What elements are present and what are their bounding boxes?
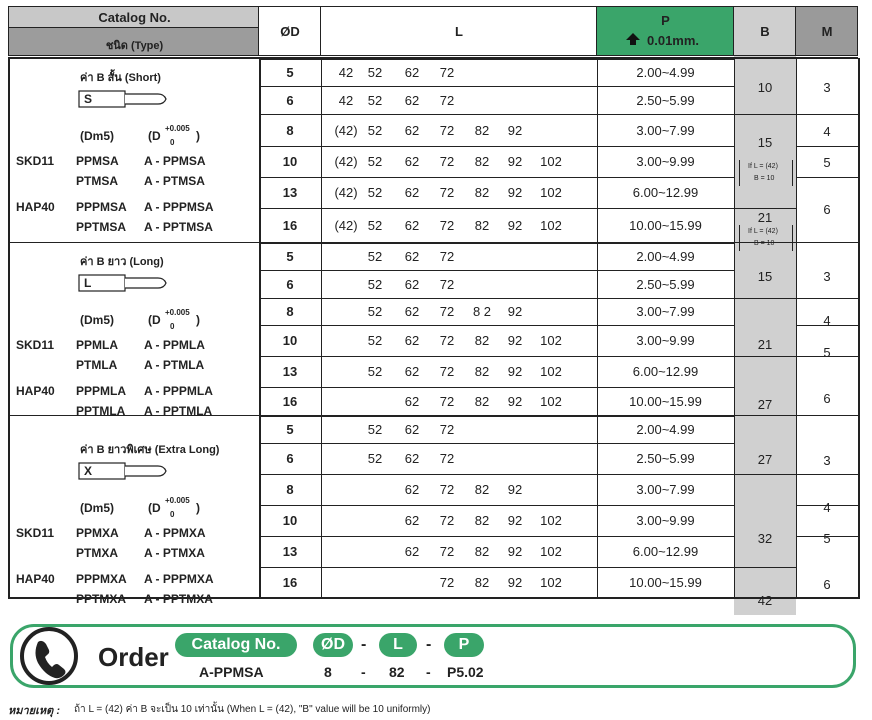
l-value: 82 bbox=[474, 394, 490, 409]
l-value: 82 bbox=[474, 482, 490, 497]
header-p-label: P bbox=[661, 13, 670, 28]
p-range: 6.00~12.99 bbox=[632, 185, 699, 200]
l-value: 52 bbox=[367, 154, 383, 169]
row-divider bbox=[259, 443, 734, 444]
catalog-code: PPMXA bbox=[76, 526, 119, 540]
l-value: 52 bbox=[367, 249, 383, 264]
row-divider bbox=[259, 387, 734, 388]
l-value: 82 bbox=[474, 218, 490, 233]
row-divider bbox=[259, 325, 734, 326]
d-tolerance-upper: +0.005 bbox=[165, 124, 190, 133]
order-p-value: P5.02 bbox=[447, 664, 484, 680]
b-value: 32 bbox=[757, 531, 773, 546]
header-m bbox=[796, 6, 858, 56]
b-value: 15 bbox=[757, 135, 773, 150]
l-value: 62 bbox=[404, 185, 420, 200]
b-note-line: B = 10 bbox=[754, 175, 775, 182]
l-value: 92 bbox=[507, 513, 523, 528]
l-value: 72 bbox=[439, 333, 455, 348]
m-value: 4 bbox=[823, 500, 831, 515]
l-value: 42 bbox=[338, 93, 354, 108]
l-value: 92 bbox=[507, 394, 523, 409]
row-divider bbox=[259, 177, 734, 178]
l-value: 92 bbox=[507, 304, 523, 319]
p-range: 3.00~7.99 bbox=[636, 482, 695, 497]
catalog-code: A - PPTMSA bbox=[144, 220, 213, 234]
note-text: ถ้า L = (42) ค่า B จะเป็น 10 เท่านั้น (When L = (42), "B" value will be 10 uniformly) bbox=[74, 704, 431, 715]
row-divider bbox=[259, 86, 734, 87]
l-value: 102 bbox=[540, 364, 562, 379]
l-value: 62 bbox=[404, 154, 420, 169]
l-value: (42) bbox=[334, 154, 358, 169]
m-value: 3 bbox=[823, 453, 831, 468]
catalog-code: A - PPTMLA bbox=[144, 404, 213, 418]
l-value: 82 bbox=[474, 154, 490, 169]
l-value: 82 bbox=[474, 513, 490, 528]
catalog-code: PPMLA bbox=[76, 338, 118, 352]
l-value: 82 bbox=[474, 364, 490, 379]
catalog-code: PTMXA bbox=[76, 546, 118, 560]
catalog-code: PPTMXA bbox=[76, 592, 127, 606]
od-value: 6 bbox=[286, 93, 294, 108]
b-divider bbox=[734, 298, 796, 299]
l-value: 52 bbox=[367, 277, 383, 292]
catalog-code: PPPMLA bbox=[76, 384, 127, 398]
od-value: 16 bbox=[282, 218, 298, 233]
m-value: 5 bbox=[823, 531, 831, 546]
m-divider bbox=[796, 415, 858, 416]
header-bottom bbox=[8, 57, 858, 59]
od-value: 6 bbox=[286, 277, 294, 292]
header-od-label: ØD bbox=[280, 24, 300, 39]
b-note-line: If L = (42) bbox=[748, 163, 778, 170]
row-divider bbox=[259, 114, 734, 115]
m-value: 5 bbox=[823, 345, 831, 360]
l-value: 92 bbox=[507, 154, 523, 169]
l-value: 92 bbox=[507, 333, 523, 348]
order-title: Order bbox=[98, 642, 169, 672]
od-value: 13 bbox=[282, 364, 298, 379]
l-value: 62 bbox=[404, 544, 420, 559]
group-divider bbox=[8, 242, 259, 243]
order-dash: - bbox=[361, 664, 366, 680]
m-divider bbox=[796, 474, 858, 475]
l-value: 72 bbox=[439, 123, 455, 138]
catalog-code: A - PPPMXA bbox=[144, 572, 214, 586]
l-value: 52 bbox=[367, 422, 383, 437]
b-divider bbox=[734, 567, 796, 568]
header-type-label: ชนิด (Type) bbox=[105, 40, 164, 52]
m-divider bbox=[796, 298, 858, 299]
p-range: 3.00~9.99 bbox=[636, 333, 695, 348]
catalog-code: A - PTMSA bbox=[144, 174, 205, 188]
l-value: 92 bbox=[507, 185, 523, 200]
p-range: 10.00~15.99 bbox=[629, 394, 702, 409]
up-arrow-icon bbox=[625, 32, 641, 46]
l-value: 102 bbox=[540, 154, 562, 169]
l-value: 52 bbox=[367, 364, 383, 379]
l-value: 52 bbox=[367, 304, 383, 319]
header-catalog-no bbox=[8, 6, 259, 28]
material-hap40: HAP40 bbox=[16, 384, 55, 398]
p-range: 2.00~4.99 bbox=[636, 249, 695, 264]
l-value: 62 bbox=[404, 249, 420, 264]
b-divider bbox=[734, 114, 796, 115]
l-value: 72 bbox=[439, 422, 455, 437]
l-value: 72 bbox=[439, 394, 455, 409]
l-value: 62 bbox=[404, 482, 420, 497]
b-divider bbox=[734, 415, 796, 416]
b-value: 21 bbox=[757, 210, 773, 225]
l-value: 92 bbox=[507, 364, 523, 379]
order-od-pill: ØD bbox=[313, 633, 353, 657]
l-value: 72 bbox=[439, 544, 455, 559]
order-l-pill: L bbox=[379, 633, 417, 657]
od-value: 8 bbox=[286, 123, 294, 138]
l-value: 102 bbox=[540, 544, 562, 559]
m-divider bbox=[796, 114, 858, 115]
od-value: 16 bbox=[282, 394, 298, 409]
catalog-code: PPMSA bbox=[76, 154, 119, 168]
m-value: 4 bbox=[823, 313, 831, 328]
l-value: 72 bbox=[439, 93, 455, 108]
catalog-code: A - PPMXA bbox=[144, 526, 206, 540]
l-value: 72 bbox=[439, 451, 455, 466]
catalog-code: A - PTMLA bbox=[144, 358, 205, 372]
catalog-code: A - PPPMLA bbox=[144, 384, 213, 398]
group-divider bbox=[8, 415, 259, 416]
od-value: 5 bbox=[286, 249, 294, 264]
order-od-value: 8 bbox=[324, 664, 332, 680]
catalog-code: PPPMSA bbox=[76, 200, 127, 214]
l-value: 72 bbox=[439, 154, 455, 169]
b-note-line: B = 10 bbox=[754, 240, 775, 247]
row-divider bbox=[259, 270, 734, 271]
m-divider bbox=[796, 242, 858, 243]
l-value: 72 bbox=[439, 304, 455, 319]
l-value: 72 bbox=[439, 218, 455, 233]
order-catalog-pill: Catalog No. bbox=[175, 633, 297, 657]
l-value: 82 bbox=[474, 544, 490, 559]
type-code: S bbox=[84, 92, 93, 106]
header-od bbox=[259, 6, 321, 56]
b-divider bbox=[734, 474, 796, 475]
order-dash: - bbox=[426, 636, 432, 653]
l-value: (42) bbox=[334, 123, 358, 138]
l-value: 72 bbox=[439, 185, 455, 200]
p-range: 3.00~7.99 bbox=[636, 304, 695, 319]
m-value: 4 bbox=[823, 124, 831, 139]
b-value: 42 bbox=[757, 593, 773, 608]
l-value: 72 bbox=[439, 482, 455, 497]
material-skd11: SKD11 bbox=[16, 338, 55, 352]
d-tolerance-lower: 0 bbox=[170, 138, 175, 147]
l-value: 72 bbox=[439, 575, 455, 590]
d-label: (D bbox=[148, 501, 161, 515]
d-tolerance-lower: 0 bbox=[170, 510, 175, 519]
l-value: 62 bbox=[404, 364, 420, 379]
l-value: (42) bbox=[334, 185, 358, 200]
type-title: ค่า B ยาว (Long) bbox=[80, 256, 164, 268]
material-skd11: SKD11 bbox=[16, 154, 55, 168]
l-value: 102 bbox=[540, 575, 562, 590]
column-divider bbox=[796, 58, 797, 599]
m-value: 6 bbox=[823, 391, 831, 406]
d-close: ) bbox=[196, 501, 200, 515]
b-value: 10 bbox=[757, 80, 773, 95]
l-value: 102 bbox=[540, 513, 562, 528]
header-l-label: L bbox=[455, 24, 463, 39]
l-value: 52 bbox=[367, 333, 383, 348]
od-value: 10 bbox=[282, 333, 298, 348]
catalog-code: PPTMLA bbox=[76, 404, 126, 418]
header-l bbox=[321, 6, 597, 56]
l-value: 42 bbox=[338, 65, 354, 80]
l-value: 62 bbox=[404, 277, 420, 292]
l-value: 82 bbox=[474, 123, 490, 138]
material-hap40: HAP40 bbox=[16, 572, 55, 586]
l-value: 92 bbox=[507, 544, 523, 559]
l-value: 52 bbox=[367, 185, 383, 200]
order-dash: - bbox=[361, 636, 367, 653]
header-p bbox=[597, 6, 734, 56]
od-value: 8 bbox=[286, 482, 294, 497]
type-code: L bbox=[84, 276, 92, 290]
phone-icon bbox=[14, 624, 84, 688]
d-tolerance-upper: +0.005 bbox=[165, 496, 190, 505]
od-value: 6 bbox=[286, 451, 294, 466]
header-m-label: M bbox=[821, 24, 833, 39]
order-catalog-value: A-PPMSA bbox=[199, 664, 264, 680]
m-divider bbox=[796, 146, 858, 147]
l-value: 92 bbox=[507, 218, 523, 233]
catalog-code: PTMLA bbox=[76, 358, 118, 372]
header-catalog-no-label: Catalog No. bbox=[98, 10, 171, 25]
b-value: 21 bbox=[757, 337, 773, 352]
p-range: 2.50~5.99 bbox=[636, 277, 695, 292]
row-divider bbox=[259, 505, 734, 506]
l-value: 72 bbox=[439, 513, 455, 528]
header-type bbox=[8, 28, 259, 56]
l-value: 62 bbox=[404, 304, 420, 319]
p-range: 2.00~4.99 bbox=[636, 65, 695, 80]
type-title: ค่า B สั้น (Short) bbox=[80, 72, 161, 84]
od-value: 10 bbox=[282, 154, 298, 169]
p-range: 10.00~15.99 bbox=[629, 218, 702, 233]
material-skd11: SKD11 bbox=[16, 526, 55, 540]
l-value: 52 bbox=[367, 218, 383, 233]
l-value: 72 bbox=[439, 249, 455, 264]
header-b bbox=[734, 6, 796, 56]
b-divider bbox=[734, 208, 796, 209]
d-tolerance-lower: 0 bbox=[170, 322, 175, 331]
table-bottom bbox=[8, 597, 858, 599]
l-value: 72 bbox=[439, 65, 455, 80]
m-value: 6 bbox=[823, 202, 831, 217]
p-range: 6.00~12.99 bbox=[632, 544, 699, 559]
column-divider bbox=[858, 58, 860, 599]
catalog-code: A - PPMLA bbox=[144, 338, 205, 352]
l-value: 102 bbox=[540, 185, 562, 200]
l-value: 82 bbox=[474, 333, 490, 348]
l-value: 102 bbox=[540, 333, 562, 348]
l-value: 52 bbox=[367, 451, 383, 466]
pin-diagram-icon bbox=[78, 274, 168, 292]
row-divider bbox=[259, 415, 734, 417]
l-value: 62 bbox=[404, 333, 420, 348]
od-value: 16 bbox=[282, 575, 298, 590]
l-value: 62 bbox=[404, 218, 420, 233]
l-value: (42) bbox=[334, 218, 358, 233]
l-value: 72 bbox=[439, 364, 455, 379]
od-value: 8 bbox=[286, 304, 294, 319]
row-divider bbox=[259, 146, 734, 147]
p-range: 3.00~7.99 bbox=[636, 123, 695, 138]
od-value: 13 bbox=[282, 185, 298, 200]
order-dash: - bbox=[426, 664, 431, 680]
l-value: 52 bbox=[367, 65, 383, 80]
row-divider bbox=[259, 536, 734, 537]
b-divider bbox=[734, 356, 796, 357]
m-value: 3 bbox=[823, 269, 831, 284]
catalog-code: A - PPTMXA bbox=[144, 592, 213, 606]
l-value: 52 bbox=[367, 123, 383, 138]
d-label: (D bbox=[148, 129, 161, 143]
b-value: 27 bbox=[757, 397, 773, 412]
row-divider bbox=[259, 567, 734, 568]
order-p-pill: P bbox=[444, 633, 484, 657]
order-l-value: 82 bbox=[389, 664, 405, 680]
p-range: 2.00~4.99 bbox=[636, 422, 695, 437]
p-range: 3.00~9.99 bbox=[636, 154, 695, 169]
catalog-code: A - PTMXA bbox=[144, 546, 205, 560]
l-value: 102 bbox=[540, 218, 562, 233]
l-value: 62 bbox=[404, 123, 420, 138]
p-range: 2.50~5.99 bbox=[636, 93, 695, 108]
row-divider bbox=[259, 298, 734, 299]
catalog-code: PTMSA bbox=[76, 174, 118, 188]
catalog-code: A - PPPMSA bbox=[144, 200, 214, 214]
od-value: 10 bbox=[282, 513, 298, 528]
m-value: 3 bbox=[823, 80, 831, 95]
l-value: 62 bbox=[404, 394, 420, 409]
b-value: 15 bbox=[757, 269, 773, 284]
l-value: 92 bbox=[507, 575, 523, 590]
l-value: 62 bbox=[404, 65, 420, 80]
m-divider bbox=[796, 177, 858, 178]
type-title: ค่า B ยาวพิเศษ (Extra Long) bbox=[80, 444, 220, 456]
od-value: 5 bbox=[286, 422, 294, 437]
l-value: 92 bbox=[507, 482, 523, 497]
od-value: 13 bbox=[282, 544, 298, 559]
l-value: 8 2 bbox=[472, 304, 492, 319]
catalog-code: PPTMSA bbox=[76, 220, 127, 234]
type-code: X bbox=[84, 464, 93, 478]
p-range: 2.50~5.99 bbox=[636, 451, 695, 466]
catalog-code: A - PPMSA bbox=[144, 154, 206, 168]
dm5-label: (Dm5) bbox=[80, 313, 115, 327]
d-label: (D bbox=[148, 313, 161, 327]
catalog-code: PPPMXA bbox=[76, 572, 127, 586]
l-value: 62 bbox=[404, 451, 420, 466]
material-hap40: HAP40 bbox=[16, 200, 55, 214]
d-close: ) bbox=[196, 313, 200, 327]
l-value: 62 bbox=[404, 93, 420, 108]
note-label: หมายเหตุ : bbox=[8, 705, 60, 717]
od-value: 5 bbox=[286, 65, 294, 80]
row-divider bbox=[259, 356, 734, 357]
l-value: 52 bbox=[367, 93, 383, 108]
row-divider bbox=[259, 208, 734, 209]
column-divider bbox=[8, 58, 10, 599]
l-value: 62 bbox=[404, 422, 420, 437]
l-value: 92 bbox=[507, 123, 523, 138]
b-value: 27 bbox=[757, 452, 773, 467]
p-range: 10.00~15.99 bbox=[629, 575, 702, 590]
d-tolerance-upper: +0.005 bbox=[165, 308, 190, 317]
dm5-label: (Dm5) bbox=[80, 129, 115, 143]
d-close: ) bbox=[196, 129, 200, 143]
p-range: 3.00~9.99 bbox=[636, 513, 695, 528]
l-value: 62 bbox=[404, 513, 420, 528]
header-p-unit: 0.01mm. bbox=[647, 33, 700, 48]
b-note-line: If L = (42) bbox=[748, 228, 778, 235]
dm5-label: (Dm5) bbox=[80, 501, 115, 515]
l-value: 102 bbox=[540, 394, 562, 409]
m-value: 6 bbox=[823, 577, 831, 592]
header-b-label: B bbox=[760, 24, 770, 39]
column-divider bbox=[321, 58, 322, 599]
row-divider bbox=[259, 242, 734, 244]
l-value: 82 bbox=[474, 185, 490, 200]
l-value: 72 bbox=[439, 277, 455, 292]
row-divider bbox=[259, 474, 734, 475]
m-value: 5 bbox=[823, 155, 831, 170]
l-value: 82 bbox=[474, 575, 490, 590]
p-range: 6.00~12.99 bbox=[632, 364, 699, 379]
